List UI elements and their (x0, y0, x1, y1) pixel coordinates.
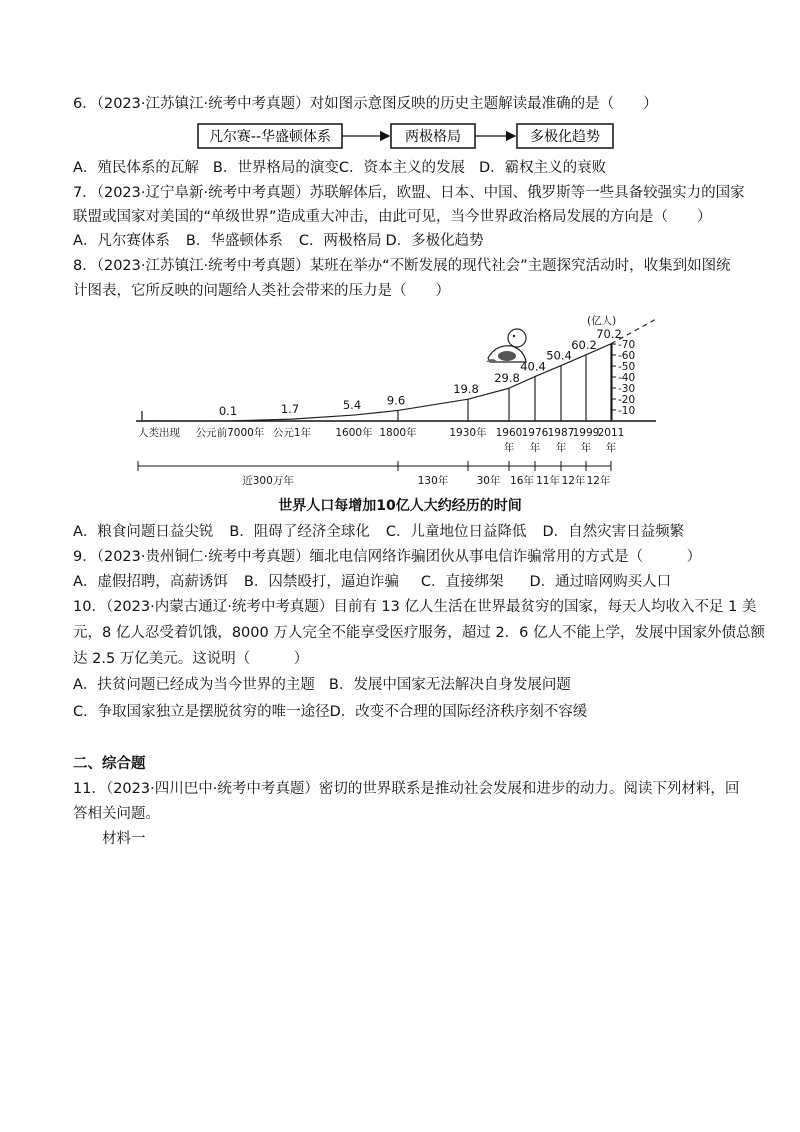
x-tick-label: 1930年 (449, 427, 487, 439)
x-tick-label: 1999 (572, 427, 600, 439)
q6-option-b[interactable]: B．世界格局的演变 (212, 160, 339, 176)
x-tick-label: 1976 (521, 427, 549, 439)
q10-stem-line1: 10．（2023·内蒙古通辽·统考中考真题）目前有 13 亿人生活在世界最贫穷的国家，每天人均收入不足 1 美 (73, 599, 757, 615)
population-chart (130, 310, 670, 515)
q7-stem-line2: 联盟或国家对美国的“单级世界”造成重大冲击，由此可见，当今世界政治格局发展的方向是（ ） (73, 209, 712, 225)
q8-option-b[interactable]: B．阻碍了经济全球化 (229, 524, 370, 540)
q8-option-d[interactable]: D．自然灾害日益频繁 (542, 524, 685, 540)
q10-options-row1 (73, 675, 571, 695)
data-label: 1.7 (280, 402, 300, 417)
q10-stem-line3: 达 2.5 万亿美元。这说明（ ） (73, 651, 309, 667)
interval-label: 12年 (561, 475, 586, 487)
q10-option-b[interactable]: B．发展中国家无法解决自身发展问题 (328, 677, 571, 693)
x-tick-label: 1987 (547, 427, 575, 439)
interval-label: 16年 (510, 475, 534, 487)
q11-stem-line2: 答相关问题。 (73, 806, 160, 822)
q7-option-a[interactable]: A．凡尔赛体系 (73, 233, 170, 249)
interval-label: 11年 (536, 475, 560, 487)
y-tick-label: -40 (618, 372, 636, 384)
q7-stem-line1: 7．（2023·辽宁阜新·统考中考真题）苏联解体后，欧盟、日本、中国、俄罗斯等一些具备较强实力的国家 (73, 185, 745, 201)
y-unit-label: (亿人) (587, 315, 617, 327)
data-label: 5.4 (342, 398, 362, 413)
population-curve (140, 344, 611, 421)
q9-option-b[interactable]: B．囚禁殴打，逼迫诈骗 (243, 574, 399, 590)
q8-stem-line2: 计图表，它所反映的问题给人类社会带来的压力是（ ） (73, 283, 450, 299)
q10-option-a[interactable]: A．扶贫问题已经成为当今世界的主题 (73, 677, 315, 693)
q6-option-c[interactable]: C．资本主义的发展 (338, 160, 465, 176)
q11-material-label: 材料一 (102, 831, 146, 847)
q10-option-d[interactable]: D．改变不合理的国际经济秩序刻不容缓 (329, 704, 588, 720)
flow-label-2: 两极格局 (405, 129, 461, 145)
data-label: 40.4 (520, 359, 546, 374)
x-tick-label: 1800年 (379, 427, 417, 439)
interval-label: 12年 (586, 475, 611, 487)
q8-option-a[interactable]: A．粮食问题日益尖锐 (73, 524, 214, 540)
y-tick-label: -20 (618, 394, 636, 406)
data-label: 0.1 (218, 403, 238, 418)
data-label: 50.4 (546, 348, 572, 363)
x-tick-year-suffix: 年 (555, 442, 567, 454)
q6-flow-diagram (197, 122, 617, 152)
x-tick-year-suffix: 年 (503, 442, 515, 454)
x-tick-label: 1600年 (335, 427, 373, 439)
q8-stem-line1: 8．（2023·江苏镇江·统考中考真题）某班在举办“不断发展的现代社会”主题探究活动时，收集到如图统 (73, 258, 731, 274)
interval-label: 近300万年 (242, 475, 294, 487)
q7-option-b[interactable]: B．华盛顿体系 (185, 233, 283, 249)
data-label: 29.8 (494, 371, 520, 386)
q8-options (73, 522, 684, 542)
baby-illustration-icon (486, 329, 526, 362)
q10-stem-line2: 元，8 亿人忍受着饥饿，8000 万人完全不能享受医疗服务，超过 2．6 亿人不能上学，发展中国家外债总额 (73, 625, 766, 641)
q9-option-d[interactable]: D．通过暗网购买人口 (529, 574, 672, 590)
x-tick-year-suffix: 年 (529, 442, 541, 454)
q9-stem: 9．（2023·贵州铜仁·统考中考真题）缅北电信网络诈骗团伙从事电信诈骗常用的方式是（ ） (73, 549, 702, 565)
q9-option-c[interactable]: C．直接绑架 (420, 574, 504, 590)
y-tick-label: -50 (618, 361, 636, 373)
x-tick-label: 公元1年 (272, 427, 312, 439)
q6-options (73, 158, 606, 178)
flow-label-3: 多极化趋势 (530, 129, 600, 145)
data-label: 9.6 (386, 393, 406, 408)
interval-label: 30年 (476, 475, 501, 487)
q8-option-c[interactable]: C．儿童地位日益降低 (385, 524, 527, 540)
data-label: 60.2 (571, 337, 597, 352)
x-tick-label: 1960 (495, 427, 523, 439)
data-label: 70.2 (596, 326, 622, 341)
q10-option-c[interactable]: C．争取国家独立是摆脱贫穷的唯一途径 (73, 704, 330, 720)
x-tick-label: 2011 (597, 427, 625, 439)
q7-options (73, 231, 484, 251)
q6-stem: 6．（2023·江苏镇江·统考中考真题）对如图示意图反映的历史主题解读最准确的是（ ） (73, 96, 658, 112)
q6-option-a[interactable]: A．殖民体系的瓦解 (73, 160, 199, 176)
section-title: 二、综合题 (73, 756, 146, 772)
x-tick-year-suffix: 年 (605, 442, 617, 454)
flow-label-1: 凡尔赛--华盛顿体系 (208, 129, 332, 145)
y-tick-label: -70 (618, 339, 636, 351)
x-tick-label: 公元前7000年 (195, 427, 265, 439)
q11-stem-line1: 11．（2023·四川巴中·统考中考真题）密切的世界联系是推动社会发展和进步的动力。阅读下列材料，回 (73, 781, 740, 797)
q6-option-d[interactable]: D．霸权主义的衰败 (479, 160, 607, 176)
y-tick-label: -60 (618, 350, 636, 362)
y-tick-label: -30 (618, 383, 636, 395)
data-label: 19.8 (453, 382, 479, 397)
q9-option-a[interactable]: A．虚假招聘，高薪诱饵 (73, 574, 228, 590)
q9-options (73, 572, 671, 592)
x-tick-year-suffix: 年 (580, 442, 592, 454)
q7-option-c[interactable]: C．两极格局 (298, 233, 382, 249)
y-tick-label: -10 (618, 405, 636, 417)
chart-title: 世界人口每增加10亿人大约经历的时间 (278, 498, 522, 514)
interval-label: 130年 (417, 475, 449, 487)
q7-option-d[interactable]: D．多极化趋势 (385, 233, 484, 249)
q10-options-row2 (73, 702, 587, 722)
x-tick-label: 人类出现 (138, 427, 180, 439)
